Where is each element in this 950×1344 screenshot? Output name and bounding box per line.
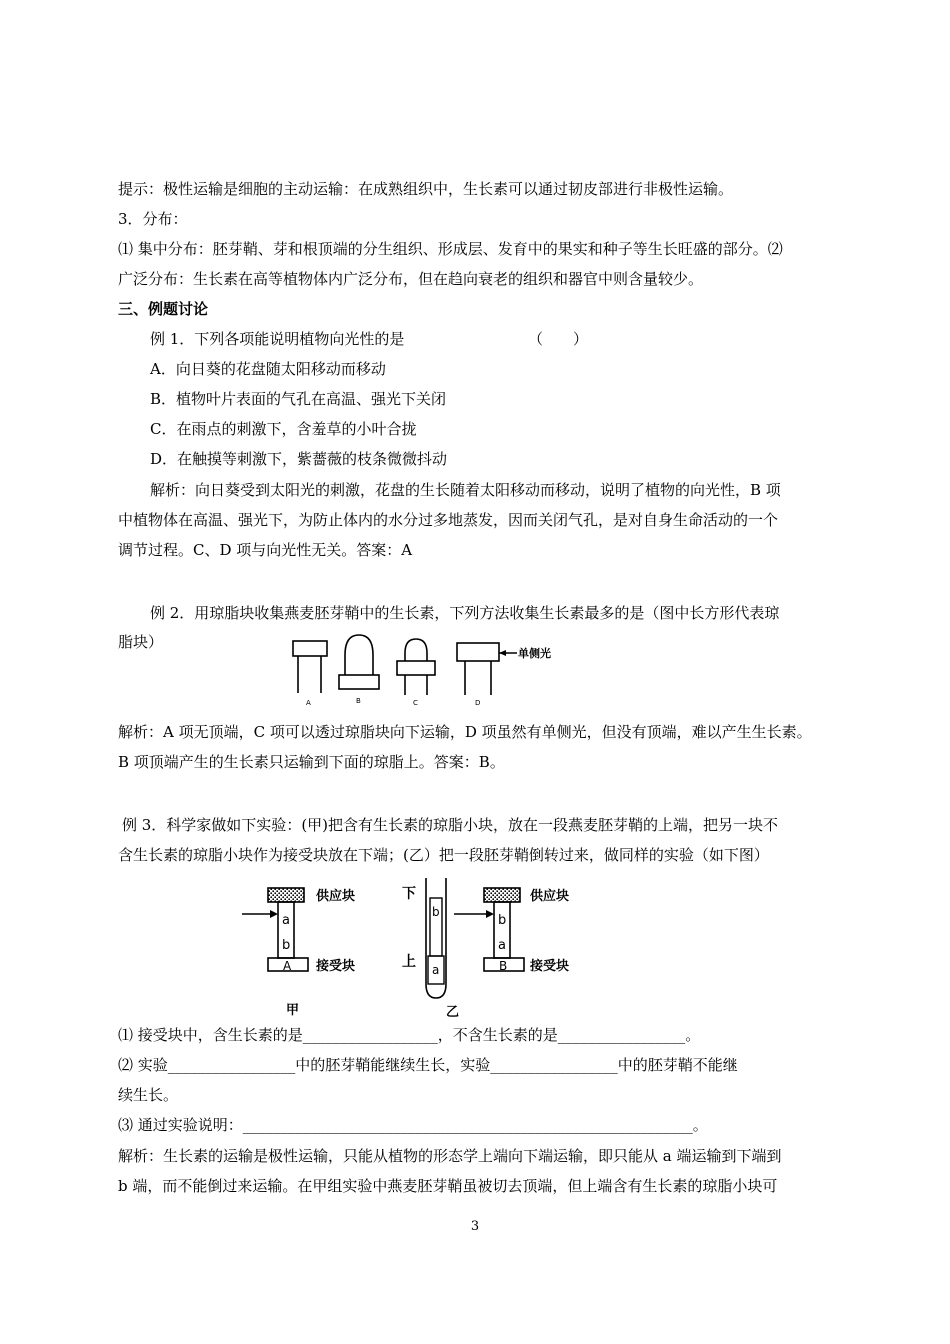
- question-2-line-1: ⑵ 实验_________________中的胚芽鞘能继续生长，实验_________________中的胚芽鞘不能继: [118, 1056, 738, 1074]
- example-1-question: 例 1．下列各项能说明植物向光性的是: [150, 330, 405, 348]
- receive-label-yi: 接受块: [530, 959, 570, 974]
- example-1-answer-blank: （ ）: [528, 330, 589, 348]
- arrow-head-yi: [486, 910, 494, 918]
- page-number: 3: [470, 1219, 480, 1234]
- receive-label-jia: 接受块: [316, 959, 356, 974]
- label-a-yi: a: [498, 938, 506, 953]
- supply-block-yi: [484, 888, 520, 902]
- test-tube: [426, 878, 446, 998]
- tube-label-b: b: [432, 905, 440, 919]
- supply-label-yi: 供应块: [530, 889, 570, 904]
- figure-coleoptile-agar-methods: [285, 633, 565, 713]
- example-3-analysis-1: 解析：生长素的运输是极性运输，只能从植物的形态学上端向下端运输，即只能从 a 端运输到下端到: [118, 1147, 782, 1165]
- example-2-question-2: 脂块）: [118, 633, 164, 651]
- supply-label-jia: 供应块: [316, 889, 356, 904]
- example-1-analysis-1: 解析：向日葵受到太阳光的刺激，花盘的生长随着太阳移动而移动，说明了植物的向光性，B 项: [150, 481, 781, 499]
- example-1-option-a: A．向日葵的花盘随太阳移动而移动: [150, 360, 386, 378]
- label-a: A: [306, 699, 311, 707]
- supply-block-jia: [268, 888, 304, 902]
- figure-1-svg: [285, 633, 565, 713]
- question-3: ⑶ 通过实验说明：____________________________________________________________。: [118, 1116, 708, 1134]
- question-1: ⑴ 接受块中，含生长素的是__________________，不含生长素的是_________________。: [118, 1026, 701, 1044]
- figure-polar-transport-experiment: [238, 876, 588, 1021]
- label-b: B: [356, 697, 361, 705]
- tip-line: 提示：极性运输是细胞的主动运输：在成熟组织中，生长素可以通过韧皮部进行非极性运输。: [118, 180, 734, 198]
- example-3-question-1: 例 3．科学家做如下实验：(甲)把含有生长素的琼脂小块，放在一段燕麦胚芽鞘的上端，把另一块不: [122, 816, 779, 834]
- label-c: C: [413, 699, 418, 707]
- example-2-question-1: 例 2．用琼脂块收集燕麦胚芽鞘中的生长素，下列方法收集生长素最多的是（图中长方形代表琼: [150, 604, 780, 622]
- coleoptile-b: [345, 635, 373, 675]
- block-b: [339, 675, 379, 689]
- label-yi: 乙: [446, 1005, 460, 1020]
- label-bottom-shang: 上: [402, 954, 416, 970]
- light-label: 单侧光: [518, 647, 551, 660]
- block-c: [397, 661, 435, 675]
- figure-2-svg: [238, 876, 588, 1021]
- tube-label-a: a: [432, 963, 440, 977]
- example-1-analysis-2: 中植物体在高温、强光下，为防止体内的水分过多地蒸发，因而关闭气孔，是对自身生命活动的一个: [118, 511, 779, 529]
- section-heading: 三、例题讨论: [118, 300, 209, 318]
- example-2-analysis-1: 解析：A 项无顶端，C 项可以透过琼脂块向下运输，D 项虽然有单侧光，但没有顶端，难以产生生长素。: [118, 723, 812, 741]
- example-1-option-d: D．在触摸等刺激下，紫薔薇的枝条微微抖动: [150, 450, 448, 468]
- coleoptile-c: [405, 639, 427, 661]
- example-2-analysis-2: B 项顶端产生的生长素只运输到下面的琼脂上。答案：B。: [118, 753, 505, 771]
- example-1-option-c: C．在雨点的刺激下，含羞草的小叶合拢: [150, 420, 417, 438]
- section-3-title: 3．分布：: [118, 210, 188, 228]
- arrow-head-jia: [270, 910, 278, 918]
- example-1-option-b: B．植物叶片表面的气孔在高温、强光下关闭: [150, 390, 447, 408]
- question-2-line-2: 续生长。: [118, 1086, 179, 1104]
- label-top-xia: 下: [402, 886, 416, 902]
- example-3-analysis-2: b 端，而不能倒过来运输。在甲组实验中燕麦胚芽鞘虽被切去顶端，但上端含有生长素的琼脂小块可: [118, 1177, 778, 1195]
- light-arrow-head: [499, 650, 506, 656]
- block-label-B: B: [499, 959, 508, 973]
- example-3-question-2: 含生长素的琼脂小块作为接受块放在下端；(乙）把一段胚芽鞘倒转过来，做同样的实验（如下图）: [118, 846, 769, 864]
- label-b-jia: b: [282, 938, 291, 953]
- block-d: [457, 643, 499, 661]
- example-1-analysis-3: 调节过程。C、D 项与向光性无关。答案：A: [118, 541, 413, 559]
- label-a-jia: a: [282, 913, 290, 928]
- block-label-A: A: [283, 959, 292, 973]
- label-b-yi: b: [498, 913, 507, 928]
- label-d: D: [475, 699, 481, 707]
- distribution-line-1: ⑴ 集中分布：胚芽鞘、芽和根顶端的分生组织、形成层、发育中的果实和种子等生长旺盛的部分。⑵: [118, 240, 783, 258]
- distribution-line-2: 广泛分布：生长素在高等植物体内广泛分布，但在趋向衰老的组织和器官中则含量较少。: [118, 270, 704, 288]
- label-jia: 甲: [286, 1003, 300, 1018]
- block-a: [293, 641, 327, 656]
